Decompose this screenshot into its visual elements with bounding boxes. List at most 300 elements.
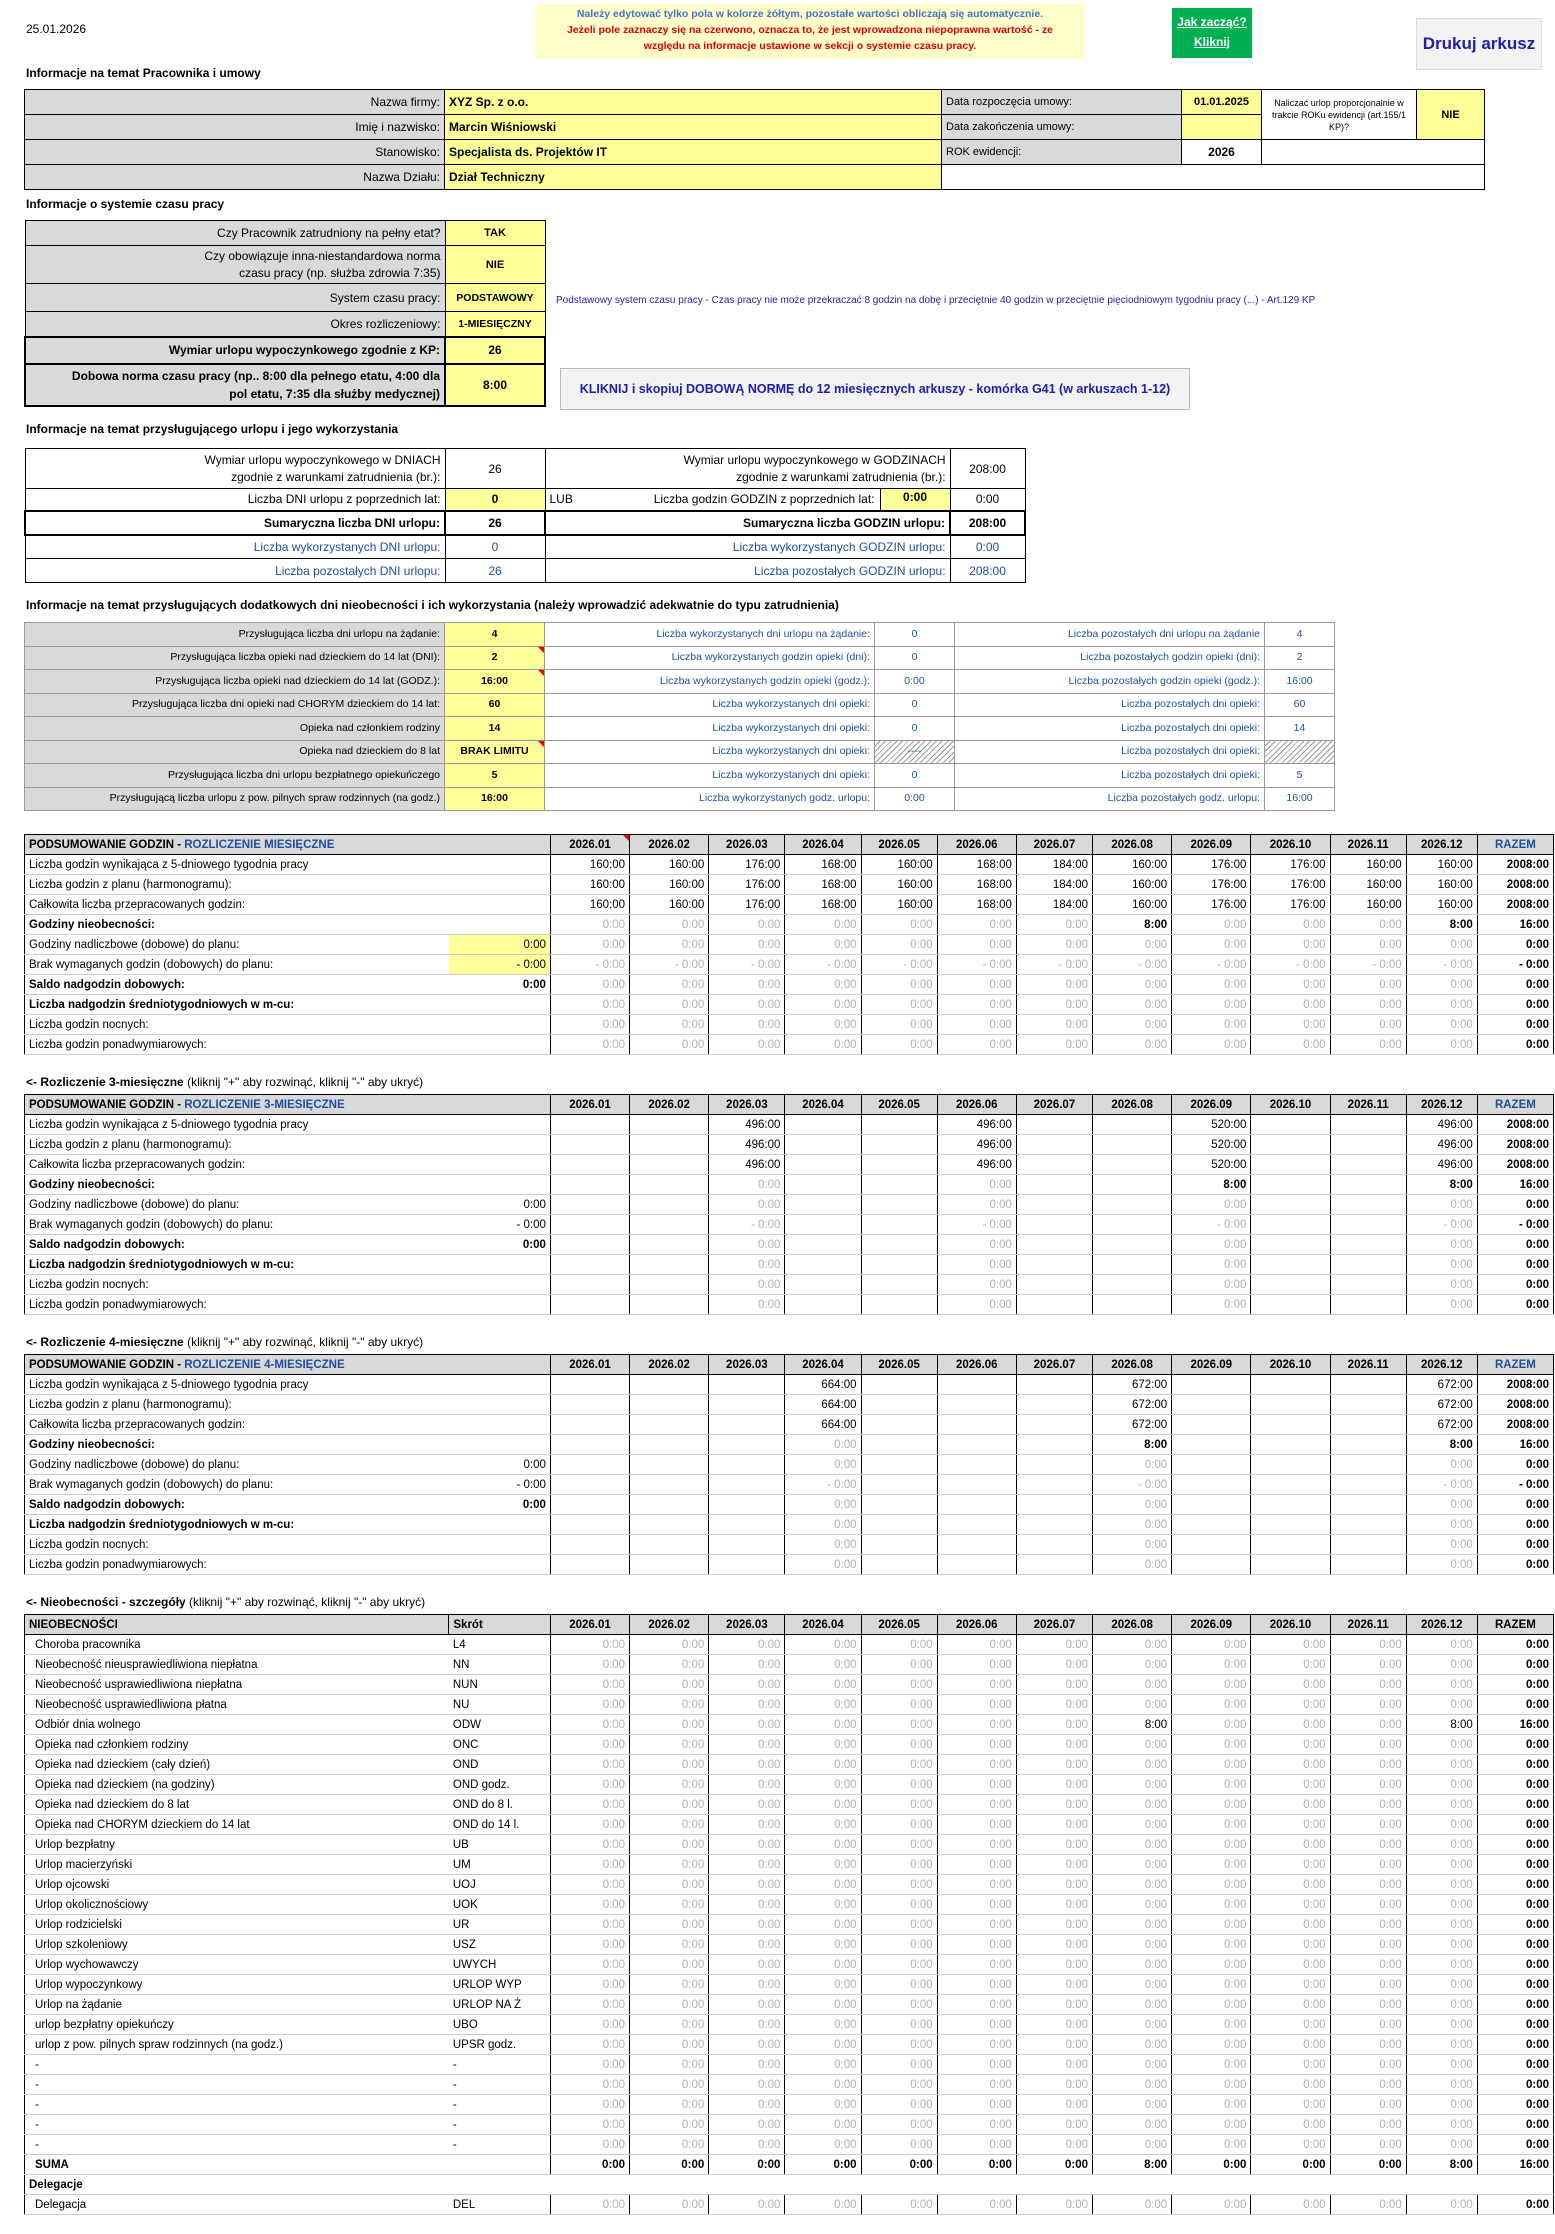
summary-3m-cell (1330, 1155, 1406, 1175)
summary-monthly-cell: 0:00 (861, 1015, 937, 1035)
summary-4m-row-total: 16:00 (1477, 1435, 1553, 1455)
absence-cell: 0:00 (709, 1755, 785, 1775)
absence-cell: 0:00 (1251, 1775, 1330, 1795)
extra-left-value: 4 (1265, 623, 1335, 647)
settlement-period-input[interactable]: 1-MIESIĘCZNY (445, 312, 545, 337)
absence-cell: 0:00 (1093, 1755, 1172, 1775)
start-date-input[interactable]: 01.01.2025 (1182, 90, 1262, 115)
absence-cell: 0:00 (1251, 2055, 1330, 2075)
absence-cell: 0:00 (1251, 1935, 1330, 1955)
summary-4m-row-label: Liczba godzin ponadwymiarowych: (25, 1555, 449, 1575)
summary-monthly-row-label: Całkowita liczba przepracowanych godzin: (25, 895, 449, 915)
extra-entitled-input[interactable]: 2 (445, 646, 545, 670)
summary-monthly-cell: 160:00 (1093, 875, 1172, 895)
absence-cell: 0:00 (709, 2135, 785, 2155)
absence-cell: 0:00 (1406, 1635, 1477, 1655)
absence-total: 0:00 (1477, 1795, 1553, 1815)
extra-left-label: Liczba pozostałych dni opieki: (955, 740, 1265, 764)
summary-monthly-cell: 0:00 (785, 975, 861, 995)
extra-entitled-input[interactable]: 4 (445, 623, 545, 647)
absences-month-header: 2026.02 (630, 1615, 709, 1635)
summary-monthly-cell: 0:00 (1172, 995, 1251, 1015)
summary-4m-cell (630, 1415, 709, 1435)
delegation-title: Delegacje (25, 2175, 1554, 2195)
absence-cell: 0:00 (1093, 1815, 1172, 1835)
absence-total: 0:00 (1477, 1755, 1553, 1775)
extra-label: Opieka nad członkiem rodziny (25, 717, 445, 741)
absence-total: 0:00 (1477, 1815, 1553, 1835)
summary-3m-row-label: Całkowita liczba przepracowanych godzin: (25, 1155, 449, 1175)
summary-monthly-cell: 0:00 (1406, 1015, 1477, 1035)
absence-row (25, 1975, 1554, 1995)
summary-3m-cell (1016, 1155, 1092, 1175)
summary-4m-cell (709, 1555, 785, 1575)
summary-monthly-cell: 0:00 (1093, 975, 1172, 995)
summary-monthly-row-total: - 0:00 (1477, 955, 1553, 975)
summary-3m-cell (1330, 1175, 1406, 1195)
absences-month-header: 2026.07 (1016, 1615, 1092, 1635)
summary-3m-cell (630, 1275, 709, 1295)
department-input[interactable]: Dział Techniczny (445, 165, 942, 190)
extra-used-value: 0:00 (875, 787, 955, 811)
summary-3m-cell (861, 1175, 937, 1195)
summary-3m-cell: 0:00 (1406, 1255, 1477, 1275)
absence-cell: 0:00 (785, 1855, 861, 1875)
extra-left-label: Liczba pozostałych dni opieki: (955, 764, 1265, 788)
summary-3m-cell: 0:00 (1172, 1195, 1251, 1215)
absence-row (25, 2075, 1554, 2095)
summary-monthly-cell: 168:00 (785, 875, 861, 895)
extra-entitled-input[interactable]: 16:00 (445, 670, 545, 694)
summary-4m-month-header: 2026.03 (709, 1355, 785, 1375)
end-date-input[interactable] (1182, 115, 1262, 140)
summary-4m-title-a: PODSUMOWANIE GODZIN - (29, 1358, 185, 1371)
summary-4m-cell: - 0:00 (785, 1475, 861, 1495)
absences-table (24, 1614, 1554, 2215)
start-date-label: Data rozpoczęcia umowy: (942, 90, 1182, 115)
absence-cell: 0:00 (1172, 1815, 1251, 1835)
absences-toggle-note[interactable] (26, 1595, 425, 1609)
summary-3m-cell (785, 1295, 861, 1315)
summary-3m-cell: 0:00 (937, 1235, 1016, 1255)
absence-cell: 0:00 (550, 1935, 629, 1955)
extra-row (25, 787, 1335, 811)
summary-3m-cell (1251, 1195, 1330, 1215)
summary-3m-note-rest: (kliknij "+" aby rozwinąć, kliknij "-" aby ukryć) (183, 1075, 424, 1089)
summary-4m-cell (1016, 1495, 1092, 1515)
summary-3m-cell (1093, 1295, 1172, 1315)
absence-cell: 0:00 (937, 1935, 1016, 1955)
absence-cell: 0:00 (937, 1635, 1016, 1655)
absence-cell: 0:00 (937, 2115, 1016, 2135)
absence-cell: 0:00 (861, 1635, 937, 1655)
summary-monthly-cell: - 0:00 (861, 955, 937, 975)
absence-row (25, 2135, 1554, 2155)
absence-cell: 0:00 (937, 1795, 1016, 1815)
summary-3m-cell (1093, 1255, 1172, 1275)
summary-monthly-title (25, 835, 449, 855)
summary-3m-cell (1251, 1135, 1330, 1155)
summary-monthly-row-extra[interactable]: - 0:00 (449, 955, 551, 975)
copy-daily-norm-button[interactable]: KLIKNIJ i skopiuj DOBOWĄ NORMĘ do 12 miesięcznych arkuszy - komórka G41 (w arkuszach 1-12) (560, 368, 1190, 410)
summary-4m-cell (1330, 1455, 1406, 1475)
absence-cell: 0:00 (1093, 2135, 1172, 2155)
absence-row (25, 1715, 1554, 1735)
summary-4m-row-extra: 0:00 (449, 1495, 551, 1515)
fulltime-input[interactable]: TAK (445, 221, 545, 246)
absence-cell: 0:00 (937, 1695, 1016, 1715)
summary-4m-cell (709, 1515, 785, 1535)
absence-cell: 0:00 (861, 1655, 937, 1675)
summary-3m-cell: 8:00 (1406, 1175, 1477, 1195)
summary-monthly-cell: 0:00 (630, 915, 709, 935)
summary-monthly-cell: 0:00 (1093, 935, 1172, 955)
extra-entitled-input[interactable]: BRAK LIMITU (445, 740, 545, 764)
summary-monthly-cell: 0:00 (550, 1035, 629, 1055)
instructions-line-1: Należy edytować tylko pola w kolorze żółtym, pozostałe wartości obliczają się automatycznie. (576, 8, 1044, 20)
absences-sum-cell: 0:00 (1251, 2155, 1330, 2175)
absence-row (25, 1835, 1554, 1855)
absence-label: - (25, 2075, 449, 2095)
absence-cell: 0:00 (550, 1835, 629, 1855)
summary-3m-cell: 0:00 (937, 1195, 1016, 1215)
summary-3m-cell (1330, 1215, 1406, 1235)
summary-4m-row-total: - 0:00 (1477, 1475, 1553, 1495)
extra-entitled-input[interactable]: 14 (445, 717, 545, 741)
absence-cell: 0:00 (1172, 1775, 1251, 1795)
absence-cell: 0:00 (1016, 1935, 1092, 1955)
absence-code: OND (449, 1755, 551, 1775)
absence-cell: 0:00 (630, 1835, 709, 1855)
absence-cell: 0:00 (550, 2135, 629, 2155)
summary-3m-row (25, 1275, 1554, 1295)
absence-cell: 0:00 (1172, 1735, 1251, 1755)
absence-label: Odbiór dnia wolnego (25, 1715, 449, 1735)
absence-cell: 0:00 (709, 1735, 785, 1755)
absence-cell: 0:00 (1330, 1755, 1406, 1775)
summary-4m-cell (861, 1475, 937, 1495)
absence-cell: 0:00 (1251, 1735, 1330, 1755)
summary-4m-cell (937, 1375, 1016, 1395)
absence-cell: 0:00 (1406, 1675, 1477, 1695)
summary-3m-cell (785, 1195, 861, 1215)
absence-cell: 0:00 (1093, 1675, 1172, 1695)
summary-monthly-row-label: Liczba godzin nocnych: (25, 1015, 449, 1035)
summary-4m-cell: 0:00 (1406, 1495, 1477, 1515)
absences-sum-row (25, 2155, 1554, 2175)
summary-monthly-cell: 168:00 (937, 895, 1016, 915)
absence-cell: 0:00 (785, 1755, 861, 1775)
absence-cell: 0:00 (1406, 1955, 1477, 1975)
summary-monthly-cell: 184:00 (1016, 895, 1092, 915)
summary-4m-row-label: Liczba godzin nocnych: (25, 1535, 449, 1555)
absence-total: 0:00 (1477, 1655, 1553, 1675)
summary-3m-month-header: 2026.12 (1406, 1095, 1477, 1115)
extra-entitled-input[interactable]: 5 (445, 764, 545, 788)
summary-3m-cell: 0:00 (1406, 1275, 1477, 1295)
summary-3m-cell (861, 1195, 937, 1215)
summary-monthly-row-extra[interactable]: 0:00 (449, 935, 551, 955)
summary-3m-cell: 496:00 (709, 1115, 785, 1135)
summary-4m-cell (1251, 1495, 1330, 1515)
summary-monthly-cell: 0:00 (709, 995, 785, 1015)
extra-label: Opieka nad dzieckiem do 8 lat (25, 740, 445, 764)
proportional-leave-input[interactable]: NIE (1417, 90, 1485, 140)
leave-entitlement-input[interactable]: 26 (445, 337, 545, 364)
instructions-line-2: Jeżeli pole zaznaczy się na czerwono, oznacza to, że jest wprowadzona niepoprawna wartość - ze względu na informacje ustawione w sekcji o systemie czasu pracy. (566, 24, 1054, 52)
summary-4m-month-header: 2026.02 (630, 1355, 709, 1375)
absence-cell: 0:00 (1406, 2095, 1477, 2115)
summary-3m-cell (1251, 1235, 1330, 1255)
absence-cell: 0:00 (1406, 2015, 1477, 2035)
summary-4m-cell (709, 1375, 785, 1395)
summary-3m-cell (1016, 1135, 1092, 1155)
absence-cell: 0:00 (709, 1875, 785, 1895)
summary-monthly-cell: 0:00 (550, 935, 629, 955)
absence-cell: 0:00 (937, 1835, 1016, 1855)
extra-used-label: Liczba wykorzystanych dni opieki: (545, 693, 875, 717)
delegation-cell: 0:00 (550, 2195, 629, 2215)
summary-3m-month-header: 2026.04 (785, 1095, 861, 1115)
summary-4m-month-header: 2026.09 (1172, 1355, 1251, 1375)
absence-cell: 0:00 (630, 2115, 709, 2135)
absence-cell: 0:00 (937, 1855, 1016, 1875)
summary-3m-row-label: Saldo nadgodzin dobowych: (25, 1235, 449, 1255)
absence-row (25, 2095, 1554, 2115)
position-input[interactable]: Specjalista ds. Projektów IT (445, 140, 942, 165)
summary-4m-row-total: 2008:00 (1477, 1395, 1553, 1415)
summary-monthly-cell: - 0:00 (709, 955, 785, 975)
summary-monthly-row-total: 0:00 (1477, 935, 1553, 955)
extra-label: Przysługująca liczba dni urlopu bezpłatnego opiekuńczego (25, 764, 445, 788)
absence-cell: 0:00 (785, 2115, 861, 2135)
summary-4m-month-header: 2026.07 (1016, 1355, 1092, 1375)
absence-total: 0:00 (1477, 1895, 1553, 1915)
summary-4m-cell: 0:00 (785, 1535, 861, 1555)
left-hours-label: Liczba pozostałych GODZIN urlopu: (545, 559, 950, 583)
summary-monthly-cell: 160:00 (630, 855, 709, 875)
summary-monthly-cell: 0:00 (1330, 995, 1406, 1015)
summary-4m-row-total: 2008:00 (1477, 1375, 1553, 1395)
summary-4m-row (25, 1535, 1554, 1555)
absence-cell: 0:00 (937, 2035, 1016, 2055)
summary-monthly-cell: 176:00 (1251, 875, 1330, 895)
company-input[interactable]: XYZ Sp. z o.o. (445, 90, 942, 115)
summary-4m-cell (861, 1495, 937, 1515)
absence-cell: 0:00 (709, 1695, 785, 1715)
summary-monthly-cell: - 0:00 (1093, 955, 1172, 975)
summary-monthly-cell: 168:00 (785, 855, 861, 875)
absences-sum-cell: 0:00 (630, 2155, 709, 2175)
absence-cell: 0:00 (861, 1835, 937, 1855)
absence-label: Urlop macierzyński (25, 1855, 449, 1875)
summary-4m-cell (1330, 1435, 1406, 1455)
summary-monthly-cell: 0:00 (1172, 1015, 1251, 1035)
absence-row (25, 1635, 1554, 1655)
absence-cell: 0:00 (1172, 1635, 1251, 1655)
summary-4m-row-extra (449, 1375, 551, 1395)
summary-3m-month-header: 2026.03 (709, 1095, 785, 1115)
print-sheet-button[interactable]: Drukuj arkusz (1416, 18, 1542, 70)
extra-row (25, 693, 1335, 717)
summary-3m-row-label: Liczba godzin ponadwymiarowych: (25, 1295, 449, 1315)
summary-monthly-cell: 0:00 (1172, 915, 1251, 935)
summary-4m-cell (1172, 1375, 1251, 1395)
absences-sum-cell: 0:00 (937, 2155, 1016, 2175)
summary-3m-cell (1093, 1155, 1172, 1175)
extra-used-label: Liczba wykorzystanych godzin opieki (godz.): (545, 670, 875, 694)
absences-note-rest: (kliknij "+" aby rozwinąć, kliknij "-" aby ukryć) (185, 1595, 426, 1609)
summary-4m-cell (630, 1495, 709, 1515)
absence-cell: 0:00 (1016, 1975, 1092, 1995)
summary-4m-cell (630, 1535, 709, 1555)
absence-cell: 0:00 (1406, 2055, 1477, 2075)
absences-title: NIEOBECNOŚCI (25, 1615, 449, 1635)
summary-4m-cell (1016, 1395, 1092, 1415)
absence-cell: 0:00 (1016, 1795, 1092, 1815)
prev-hours-label-text: Liczba godzin GODZIN z poprzednich lat: (653, 492, 875, 507)
summary-monthly-cell: - 0:00 (1172, 955, 1251, 975)
absence-cell: 0:00 (1172, 1995, 1251, 2015)
summary-4m-cell (937, 1415, 1016, 1435)
extra-used-value: 0 (875, 764, 955, 788)
absence-total: 16:00 (1477, 1715, 1553, 1735)
absence-cell: 0:00 (630, 1995, 709, 2015)
summary-monthly-cell: 0:00 (1016, 975, 1092, 995)
used-hours-value: 0:00 (950, 535, 1025, 559)
summary-3m-cell (785, 1255, 861, 1275)
summary-3m-month-header: 2026.05 (861, 1095, 937, 1115)
absence-cell: 0:00 (709, 1995, 785, 2015)
absence-cell: 0:00 (1330, 1935, 1406, 1955)
summary-monthly-month-header: 2026.12 (1406, 835, 1477, 855)
daily-norm-input[interactable]: 8:00 (445, 364, 545, 406)
absence-cell: 0:00 (1330, 1735, 1406, 1755)
summary-monthly-cell: 0:00 (1406, 995, 1477, 1015)
summary-4m-cell (1330, 1475, 1406, 1495)
absence-cell: 0:00 (550, 1995, 629, 2015)
delegation-title-row (25, 2175, 1554, 2195)
absence-row (25, 1935, 1554, 1955)
absence-cell: 0:00 (785, 1975, 861, 1995)
summary-4m-month-header: 2026.11 (1330, 1355, 1406, 1375)
summary-4m-cell (1251, 1555, 1330, 1575)
delegation-cell: 0:00 (785, 2195, 861, 2215)
work-system-input[interactable]: PODSTAWOWY (445, 284, 545, 312)
summary-monthly-cell: 0:00 (1330, 975, 1406, 995)
summary-4m-cell (1172, 1395, 1251, 1415)
prev-hours-input[interactable]: 0:00 (880, 489, 950, 510)
summary-3m-cell (785, 1135, 861, 1155)
absences-sum-cell: 8:00 (1406, 2155, 1477, 2175)
summary-monthly-row-label: Brak wymaganych godzin (dobowych) do planu: (25, 955, 449, 975)
extra-label: Przysługująca liczba dni urlopu na żądanie: (25, 623, 445, 647)
summary-4m-cell: 664:00 (785, 1395, 861, 1415)
absence-total: 0:00 (1477, 1995, 1553, 2015)
summary-4m-cell: 0:00 (785, 1455, 861, 1475)
extra-entitled-input[interactable]: 60 (445, 693, 545, 717)
summary-3m-cell (550, 1215, 629, 1235)
extra-left-label: Liczba pozostałych godzin opieki (godz.): (955, 670, 1265, 694)
absence-cell: 0:00 (550, 2035, 629, 2055)
summary-4m-cell (630, 1515, 709, 1535)
summary-4m-cell (1251, 1455, 1330, 1475)
summary-4m-cell: 672:00 (1406, 1375, 1477, 1395)
summary-monthly-cell: 0:00 (630, 1015, 709, 1035)
summary-monthly-cell: 0:00 (1016, 935, 1092, 955)
absence-cell: 0:00 (1330, 2115, 1406, 2135)
absence-cell: 0:00 (709, 2115, 785, 2135)
absence-cell: 0:00 (630, 1635, 709, 1655)
summary-monthly-row-label: Saldo nadgodzin dobowych: (25, 975, 449, 995)
absence-cell: 0:00 (1251, 1835, 1330, 1855)
leave-days-label (25, 449, 445, 489)
summary-monthly-month-header: 2026.07 (1016, 835, 1092, 855)
summary-4m-toggle-note[interactable] (26, 1335, 423, 1349)
summary-3m-cell: 0:00 (1172, 1295, 1251, 1315)
extra-left-label: Liczba pozostałych dni urlopu na żądanie (955, 623, 1265, 647)
absence-code: URLOP NA Ż (449, 1995, 551, 2015)
name-input[interactable]: Marcin Wiśniowski (445, 115, 942, 140)
summary-monthly-cell: 0:00 (630, 1035, 709, 1055)
summary-3m-cell (550, 1235, 629, 1255)
summary-3m-cell (1330, 1295, 1406, 1315)
absence-cell: 0:00 (937, 2015, 1016, 2035)
summary-monthly-cell: 0:00 (937, 915, 1016, 935)
absence-cell: 0:00 (630, 1895, 709, 1915)
absence-label: Urlop rodzicielski (25, 1915, 449, 1935)
absence-code: UBO (449, 2015, 551, 2035)
summary-3m-cell (550, 1295, 629, 1315)
prev-days-input[interactable]: 0 (445, 489, 545, 511)
summary-3m-toggle-note[interactable] (26, 1075, 423, 1089)
how-to-start-button[interactable] (1172, 8, 1252, 58)
summary-3m-cell (785, 1155, 861, 1175)
summary-4m-cell (1016, 1455, 1092, 1475)
absence-cell: 0:00 (1330, 1675, 1406, 1695)
summary-monthly-row-extra (449, 1015, 551, 1035)
extra-entitled-input[interactable]: 16:00 (445, 787, 545, 811)
summary-monthly-row-total: 0:00 (1477, 1015, 1553, 1035)
summary-4m-cell: 0:00 (1406, 1455, 1477, 1475)
summary-3m-cell (630, 1135, 709, 1155)
absence-code: NUN (449, 1675, 551, 1695)
absence-cell: 0:00 (630, 1815, 709, 1835)
summary-4m-cell (1251, 1515, 1330, 1535)
absence-cell: 0:00 (785, 1895, 861, 1915)
nonstandard-norm-input[interactable]: NIE (445, 246, 545, 284)
summary-4m-cell: 672:00 (1093, 1395, 1172, 1415)
absence-label: - (25, 2135, 449, 2155)
absence-row (25, 2055, 1554, 2075)
absence-cell: 0:00 (785, 1675, 861, 1695)
absence-cell: 0:00 (1172, 1835, 1251, 1855)
summary-monthly-cell: 8:00 (1093, 915, 1172, 935)
summary-monthly-cell: 0:00 (1330, 915, 1406, 935)
absences-code-header: Skrót (449, 1615, 551, 1635)
summary-4m-cell (861, 1435, 937, 1455)
summary-4m-cell (937, 1475, 1016, 1495)
summary-3m-cell (1016, 1255, 1092, 1275)
absence-cell: 0:00 (709, 1635, 785, 1655)
summary-monthly-header-spacer (449, 835, 551, 855)
absence-cell: 0:00 (785, 1775, 861, 1795)
summary-3m-cell (1016, 1275, 1092, 1295)
summary-monthly-title-b: ROZLICZENIE MIESIĘCZNE (184, 838, 335, 851)
absence-total: 0:00 (1477, 2035, 1553, 2055)
summary-3m-cell (1251, 1295, 1330, 1315)
extra-used-value: 0 (875, 646, 955, 670)
